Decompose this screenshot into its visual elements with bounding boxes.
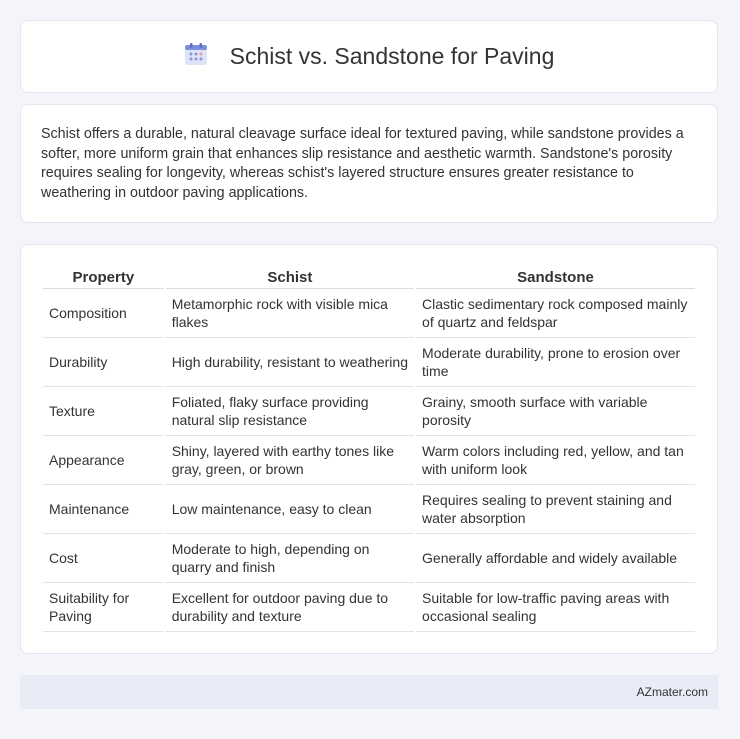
schist-cell: Foliated, flaky surface providing natural slip resistance xyxy=(166,387,414,436)
table-row xyxy=(43,534,695,583)
comparison-table xyxy=(41,266,697,632)
schist-cell: Low maintenance, easy to clean xyxy=(166,485,414,534)
footer-brand-link[interactable]: AZmater.com xyxy=(636,685,708,699)
sandstone-cell: Warm colors including red, yellow, and tan with uniform look xyxy=(416,436,695,485)
sandstone-cell: Grainy, smooth surface with variable porosity xyxy=(416,387,695,436)
table-row xyxy=(43,583,695,632)
property-cell: Texture xyxy=(43,387,164,436)
property-cell: Appearance xyxy=(43,436,164,485)
property-cell: Cost xyxy=(43,534,164,583)
sandstone-cell: Requires sealing to prevent staining and water absorption xyxy=(416,485,695,534)
summary-card xyxy=(20,104,718,223)
title-card xyxy=(20,20,718,93)
header-schist: Schist xyxy=(166,266,414,289)
table-header-row xyxy=(43,266,695,289)
property-cell: Maintenance xyxy=(43,485,164,534)
sandstone-cell: Generally affordable and widely available xyxy=(416,534,695,583)
property-cell: Durability xyxy=(43,338,164,387)
header-property: Property xyxy=(43,266,164,289)
header-sandstone: Sandstone xyxy=(416,266,695,289)
sandstone-cell: Moderate durability, prone to erosion over time xyxy=(416,338,695,387)
table-row xyxy=(43,485,695,534)
footer xyxy=(20,675,718,709)
sandstone-cell: Suitable for low-traffic paving areas with occasional sealing xyxy=(416,583,695,632)
property-cell: Suitability for Paving xyxy=(43,583,164,632)
summary-text: Schist offers a durable, natural cleavage surface ideal for textured paving, while sandstone provides a softer, more uniform grain that enhances slip resistance and aesthetic warmth. Sandstone's porosity requires sealing for longevity, whereas schist's layered structure ensures greater resistance to weathering in outdoor paving applications. xyxy=(41,126,684,201)
sandstone-cell: Clastic sedimentary rock composed mainly of quartz and feldspar xyxy=(416,289,695,338)
table-row xyxy=(43,289,695,338)
schist-cell: Metamorphic rock with visible mica flakes xyxy=(166,289,414,338)
schist-cell: Excellent for outdoor paving due to durability and texture xyxy=(166,583,414,632)
schist-cell: High durability, resistant to weathering xyxy=(166,338,414,387)
table-row xyxy=(43,387,695,436)
property-cell: Composition xyxy=(43,289,164,338)
table-row xyxy=(43,436,695,485)
page-title: Schist vs. Sandstone for Paving xyxy=(229,43,555,69)
calendar-icon xyxy=(184,42,208,71)
table-row xyxy=(43,338,695,387)
comparison-card xyxy=(20,244,718,654)
title-wrap xyxy=(184,42,555,71)
schist-cell: Shiny, layered with earthy tones like gray, green, or brown xyxy=(166,436,414,485)
schist-cell: Moderate to high, depending on quarry and finish xyxy=(166,534,414,583)
